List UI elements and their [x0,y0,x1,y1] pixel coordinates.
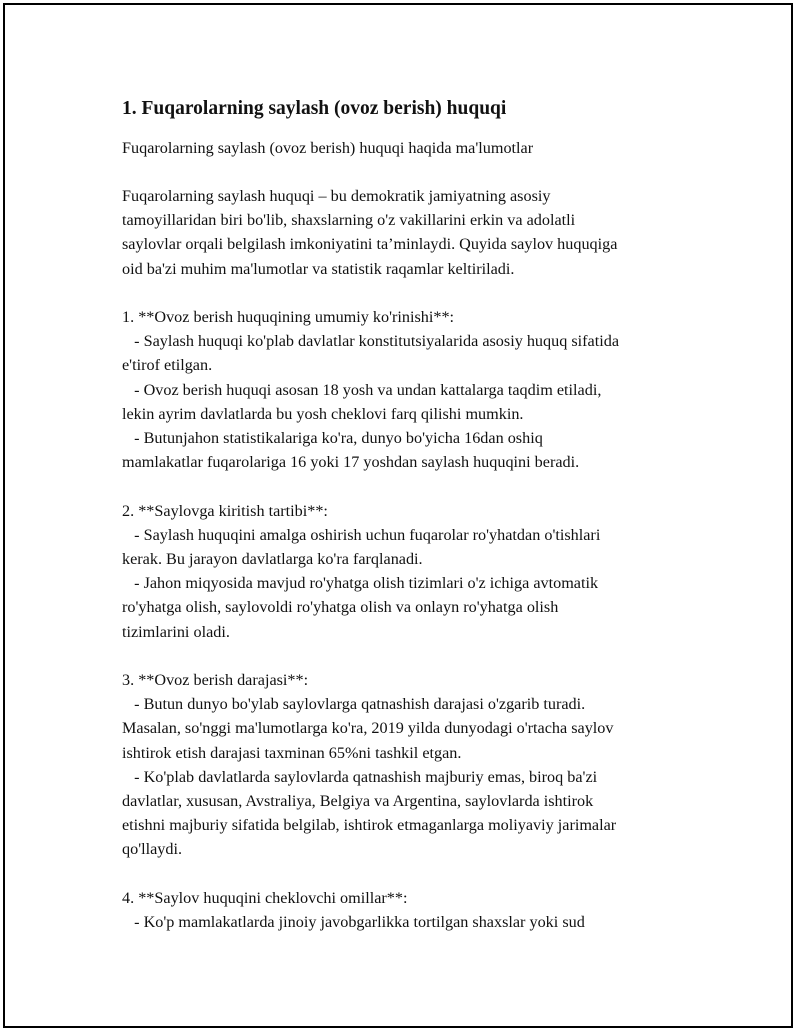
document-subtitle: Fuqarolarning saylash (ovoz berish) huquqi haqida ma'lumotlar [122,139,534,157]
document-title: 1. Fuqarolarning saylash (ovoz berish) huquqi [122,98,507,119]
page-frame [3,3,793,1028]
document-content [122,96,692,934]
document-body: Fuqarolarning saylash huquqi – bu demokratik jamiyatning asosiy tamoyillaridan biri bo'lib, shaxslarning o'z vakillarini erkin va adolatli saylovlar orqali belgilash imkoniyatini ta’minlaydi. Quyida saylov huquqiga oid ba'zi muhim ma'lumotlar va statistik raqamlar keltiriladi. 1. **Ovoz berish huquqining umumiy ko'rinishi**: - Saylash huquqi ko'plab davlatlar konstitutsiyalarida asosiy huquq sifatida e'tirof etilgan. - Ovoz berish huquqi asosan 18 yosh va undan kattalarga taqdim etiladi, lekin ayrim davlatlarda bu yosh cheklovi farq qilishi mumkin. - Butunjahon statistikalariga ko'ra, dunyo bo'yicha 16dan oshiq mamlakatlar fuqarolariga 16 yoki 17 yoshdan saylash huquqini beradi. 2. **Saylovga kiritish tartibi**: - Saylash huquqini amalga oshirish uchun fuqarolar ro'yhatdan o'tishlari kerak. Bu jarayon davlatlarga ko'ra farqlanadi. - Jahon miqyosida mavjud ro'yhatga olish tizimlari o'z ichiga avtomatik ro'yhatga olish, saylovoldi ro'yhatga olish va onlayn ro'yhatga olish tizimlarini oladi. 3. **Ovoz berish darajasi**: - Butun dunyo bo'ylab saylovlarga qatnashish darajasi o'zgarib turadi. Masalan, so'nggi ma'lumotlarga ko'ra, 2019 yilda dunyodagi o'rtacha saylov ishtirok etish darajasi taxminan 65%ni tashkil etgan. - Ko'plab davlatlarda saylovlarda qatnashish majburiy emas, biroq ba'zi davlatlar, xususan, Avstraliya, Belgiya va Argentina, saylovlarda ishtirok etishni majburiy sifatida belgilab, ishtirok etmaganlarga moliyaviy jarimalar qo'llaydi. 4. **Saylov huquqini cheklovchi omillar**: - Ko'p mamlakatlarda jinoiy javobgarlikka tortilgan shaxslar yoki sud [122,187,619,932]
